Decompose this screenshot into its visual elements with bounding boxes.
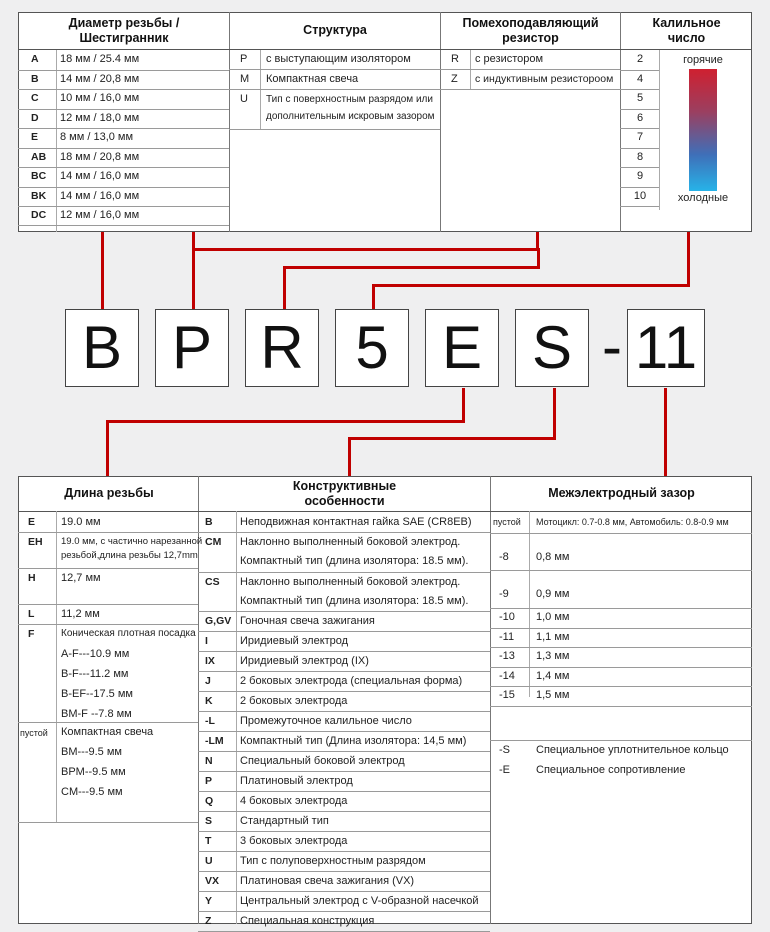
row-divider xyxy=(198,731,490,732)
code-letter-heat: 5 xyxy=(335,309,409,387)
heat-value: 6 xyxy=(636,111,644,124)
feature-value: Платиновая свеча зажигания (VX) xyxy=(240,875,415,887)
resistor-value: с резистором xyxy=(475,53,544,65)
thread-value: 8 мм / 13,0 мм xyxy=(60,131,134,143)
length-code: E xyxy=(28,516,36,528)
row-divider xyxy=(198,831,490,832)
col-divider xyxy=(56,50,57,232)
feature-value: Тип с полуповерхностным разрядом xyxy=(240,855,426,867)
code-letter-feature: S xyxy=(515,309,589,387)
gap-header: Межэлектродный зазор xyxy=(548,486,695,500)
row-divider xyxy=(198,751,490,752)
divider xyxy=(18,49,752,50)
row-divider xyxy=(198,851,490,852)
row-divider xyxy=(198,911,490,912)
feature-value: Гоночная свеча зажигания xyxy=(240,615,375,627)
thread-code: A xyxy=(31,53,39,65)
gap-code: -11 xyxy=(499,630,515,643)
thread-value: 18 мм / 20,8 мм xyxy=(60,150,140,163)
thread-code: D xyxy=(31,111,39,124)
length-code: EH xyxy=(28,536,43,548)
row-divider xyxy=(620,206,659,207)
length-value: BPM--9.5 мм xyxy=(61,766,126,778)
length-value: 12,7 мм xyxy=(61,572,101,584)
thread-value: 14 мм / 16,0 мм xyxy=(60,170,140,182)
row-divider xyxy=(490,533,752,534)
code-letter-structure: P xyxy=(155,309,229,387)
cold-label: холодные xyxy=(677,192,729,204)
row-divider xyxy=(18,206,229,207)
gap-code: -S xyxy=(499,744,510,756)
row-divider xyxy=(490,686,752,687)
row-divider xyxy=(18,568,198,569)
row-divider xyxy=(620,148,659,149)
row-divider xyxy=(18,167,229,168)
code-letter-resistor: R xyxy=(245,309,319,387)
heat-value: 9 xyxy=(636,170,644,182)
gap-value: 0,8 мм xyxy=(536,551,570,563)
row-divider xyxy=(18,624,198,625)
structure-code: P xyxy=(240,53,248,65)
code-letter-length: E xyxy=(425,309,499,387)
thread-code: C xyxy=(31,92,39,104)
feature-value: Наклонно выполненный боковой электрод. xyxy=(240,536,461,548)
thread-code: E xyxy=(31,131,39,143)
row-divider xyxy=(18,187,229,188)
feature-value: Неподвижная контактная гайка SAE (CR8EB) xyxy=(240,516,472,528)
gap-code: -15 xyxy=(499,689,515,701)
structure-value: с выступающим изолятором xyxy=(266,53,411,65)
feature-value: Платиновый электрод xyxy=(240,775,353,787)
feature-code: K xyxy=(205,695,213,707)
code-gap: 11 xyxy=(627,309,705,387)
thread-header: Диаметр резьбы / Шестигранник xyxy=(68,16,180,45)
feature-value: Иридиевый электрод (IX) xyxy=(240,655,369,667)
thread-code: BC xyxy=(31,170,47,182)
col-divider xyxy=(260,50,261,130)
length-value: B-EF--17.5 мм xyxy=(61,688,133,700)
row-divider xyxy=(229,129,440,130)
resistor-header: Помехоподавляющий резистор xyxy=(462,16,599,45)
feature-value: Наклонно выполненный боковой электрод. xyxy=(240,575,461,588)
thread-code: DC xyxy=(31,209,47,221)
row-divider xyxy=(198,611,490,612)
gap-code: -13 xyxy=(499,650,515,662)
feature-value: Специальный боковой электрод xyxy=(240,755,405,767)
feature-value: Компактный тип (длина изолятора: 18.5 мм). xyxy=(240,555,469,567)
row-divider xyxy=(198,811,490,812)
col-divider xyxy=(659,50,660,210)
feature-value: Иридиевый электрод xyxy=(240,635,349,647)
structure-value: Компактная свеча xyxy=(266,73,359,85)
row-divider xyxy=(18,109,229,110)
thread-value: 12 мм / 18,0 мм xyxy=(60,111,140,124)
row-divider xyxy=(18,225,229,226)
row-divider xyxy=(198,871,490,872)
row-divider xyxy=(490,740,752,741)
heat-value: 7 xyxy=(636,131,644,143)
gap-code: -8 xyxy=(499,551,509,563)
feature-value: Промежуточное калильное число xyxy=(240,715,412,727)
thread-value: 14 мм / 16,0 мм xyxy=(60,189,140,202)
thread-value: 18 мм / 25.4 мм xyxy=(60,53,140,65)
length-value: A-F---10.9 мм xyxy=(61,648,130,660)
heat-value: 8 xyxy=(636,150,644,163)
col-divider xyxy=(56,511,57,823)
row-divider xyxy=(490,706,752,707)
length-code: F xyxy=(28,628,35,640)
thread-value: 10 мм / 16,0 мм xyxy=(60,92,140,104)
feature-code: U xyxy=(205,855,213,867)
features-header: Конструктивные особенности xyxy=(292,479,397,508)
structure-header: Структура xyxy=(303,23,367,37)
gap-value: 0,9 мм xyxy=(536,588,570,600)
resistor-value: с индуктивным резистороом xyxy=(475,73,614,85)
feature-value: 2 боковых электрода xyxy=(240,695,348,707)
feature-code: VX xyxy=(205,875,220,887)
gap-value: Мотоцикл: 0.7-0.8 мм, Автомобиль: 0.8-0.9 мм xyxy=(536,517,729,527)
row-divider xyxy=(440,89,620,90)
gap-value: Специальное сопротивление xyxy=(536,764,686,776)
hot-label: горячие xyxy=(683,54,723,66)
row-divider xyxy=(18,89,229,90)
gap-code: -9 xyxy=(499,588,509,600)
feature-code: B xyxy=(205,516,213,528)
col-divider xyxy=(529,511,530,697)
code-dash: - xyxy=(602,313,622,380)
gap-value: Специальное уплотнительное кольцо xyxy=(536,744,729,756)
row-divider xyxy=(198,691,490,692)
divider xyxy=(18,511,752,512)
feature-value: Компактный тип (длина изолятора: 18.5 мм). xyxy=(240,594,469,607)
row-divider xyxy=(229,89,440,90)
row-divider xyxy=(198,671,490,672)
structure-value-2: дополнительным искровым зазором xyxy=(266,111,435,122)
gap-value: 1,4 мм xyxy=(536,669,570,682)
heat-value: 2 xyxy=(636,53,644,65)
feature-code: IX xyxy=(205,655,215,667)
length-value: BM-F --7.8 мм xyxy=(61,708,132,720)
feature-value: 2 боковых электрода (специальная форма) xyxy=(240,675,463,687)
heat-value: 4 xyxy=(636,72,644,85)
row-divider xyxy=(198,572,490,573)
feature-code: -LM xyxy=(205,735,224,747)
row-divider xyxy=(18,604,198,605)
gap-value: 1,1 мм xyxy=(536,630,570,643)
thread-code: AB xyxy=(31,150,47,163)
row-divider xyxy=(198,771,490,772)
length-value: Коническая плотная посадка xyxy=(61,628,196,639)
row-divider xyxy=(229,69,440,70)
length-value: Компактная свеча xyxy=(61,726,154,738)
length-header: Длина резьбы xyxy=(64,486,154,500)
row-divider xyxy=(198,532,490,533)
row-divider xyxy=(18,822,198,823)
gap-code: -10 xyxy=(499,611,515,623)
length-value: B-F---11.2 мм xyxy=(61,668,129,680)
heat-value: 5 xyxy=(636,92,644,104)
length-value: 19.0 мм xyxy=(61,516,101,528)
row-divider xyxy=(18,532,198,533)
gap-value: 1,5 мм xyxy=(536,689,570,701)
feature-code: P xyxy=(205,775,213,787)
row-divider xyxy=(18,148,229,149)
row-divider xyxy=(620,167,659,168)
row-divider xyxy=(490,647,752,648)
length-code: L xyxy=(28,608,35,620)
feature-value: 4 боковых электрода xyxy=(240,795,348,807)
code-letter-thread: B xyxy=(65,309,139,387)
row-divider xyxy=(198,891,490,892)
row-divider xyxy=(18,722,198,723)
feature-code: T xyxy=(205,835,212,847)
length-value: BM---9.5 мм xyxy=(61,746,122,758)
row-divider xyxy=(198,651,490,652)
row-divider xyxy=(620,128,659,129)
row-divider xyxy=(18,128,229,129)
divider xyxy=(490,476,491,924)
row-divider xyxy=(198,631,490,632)
feature-code: Q xyxy=(205,795,214,807)
length-value: CM---9.5 мм xyxy=(61,786,123,798)
thread-code: B xyxy=(31,72,39,85)
row-divider xyxy=(490,608,752,609)
feature-code: CS xyxy=(205,575,220,588)
gap-code: -E xyxy=(499,764,510,776)
thread-value: 12 мм / 16,0 мм xyxy=(60,209,140,221)
row-divider xyxy=(620,187,659,188)
row-divider xyxy=(18,70,229,71)
row-divider xyxy=(440,69,620,70)
length-value: резьбой,длина резьбы 12,7mm xyxy=(61,550,198,561)
feature-value: Специальная конструкция xyxy=(240,915,375,927)
gap-value: 1,3 мм xyxy=(536,650,570,662)
feature-code: N xyxy=(205,755,213,767)
feature-code: G,GV xyxy=(205,615,232,627)
col-divider xyxy=(236,511,237,924)
row-divider xyxy=(620,109,659,110)
col-divider xyxy=(470,50,471,90)
row-divider xyxy=(490,628,752,629)
length-code: H xyxy=(28,572,36,584)
gap-value: 1,0 мм xyxy=(536,611,570,623)
gap-code: пустой xyxy=(493,517,521,527)
row-divider xyxy=(198,791,490,792)
feature-code: S xyxy=(205,815,213,827)
feature-code: Z xyxy=(205,915,212,927)
feature-code: J xyxy=(205,675,211,687)
resistor-code: Z xyxy=(451,73,458,85)
feature-value: Центральный электрод с V-образной насечкой xyxy=(240,895,479,907)
length-code: пустой xyxy=(20,728,48,738)
thread-value: 14 мм / 20,8 мм xyxy=(60,72,140,85)
gap-code: -14 xyxy=(499,669,515,682)
row-divider xyxy=(490,570,752,571)
feature-value: 3 боковых электрода xyxy=(240,835,348,847)
feature-code: -L xyxy=(205,715,215,727)
structure-code: U xyxy=(240,93,248,105)
row-divider xyxy=(620,70,659,71)
heat-value: 10 xyxy=(633,189,647,202)
length-value: 19.0 мм, с частично нарезанной xyxy=(61,536,203,547)
structure-value: Тип с поверхностным разрядом или xyxy=(266,94,433,105)
heat-header: Калильное число xyxy=(652,16,721,45)
divider xyxy=(229,12,230,232)
length-value: 11,2 мм xyxy=(61,608,100,620)
feature-value: Компактный тип (Длина изолятора: 14,5 мм) xyxy=(240,735,467,747)
thread-code: BK xyxy=(31,189,47,202)
structure-code: M xyxy=(240,73,250,85)
row-divider xyxy=(490,667,752,668)
row-divider xyxy=(620,89,659,90)
resistor-code: R xyxy=(451,53,459,65)
feature-code: CM xyxy=(205,536,222,548)
feature-code: Y xyxy=(205,895,213,907)
row-divider xyxy=(198,711,490,712)
heat-gradient xyxy=(689,69,717,191)
feature-code: I xyxy=(205,635,208,647)
feature-value: Стандартный тип xyxy=(240,815,329,827)
